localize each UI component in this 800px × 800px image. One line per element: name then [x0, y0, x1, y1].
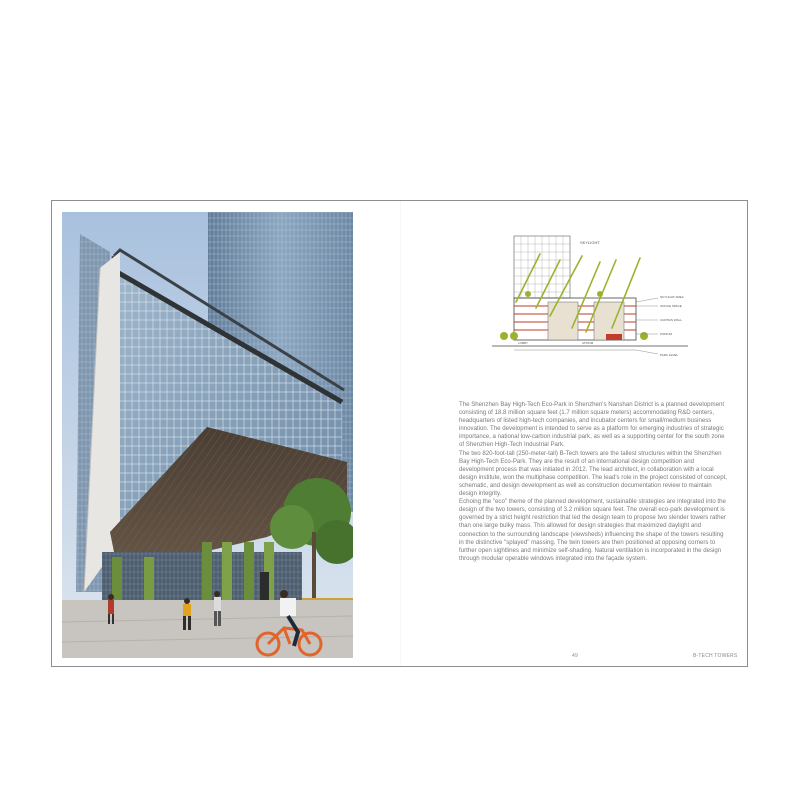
- article-paragraph: Echoing the "eco" theme of the planned development, sustainable strategies are integrated into the design of the two towers, consisting of 3.2 million square feet. The overall eco-park development is governed by a strict height restriction that led the design team to propose two slender towers rather than one large bulky mass. This allowed for design strategies that maximized daylight and connection to the surrounding landscape (viewsheds) influencing the shape of the towers resulting in the distinctive "splayed" massing. The twin towers are then positioned at opposing corners to further open sightlines and minimize self-shading. Natural ventilation is incorporated in the design through modular operable windows integrated into the façade system.: [459, 498, 726, 562]
- sketch-label: OFFICE SPACE: [660, 304, 682, 308]
- article-body: [459, 401, 727, 563]
- sketch-label: PARK LEVEL: [660, 353, 679, 357]
- book-spread: [51, 200, 748, 667]
- sketch-label: CURTAIN WALL: [660, 318, 682, 322]
- sketch-label: SKYLIGHT: [580, 240, 600, 245]
- sketch-label: LOBBY: [518, 341, 529, 345]
- article-paragraph: The two 820-foot-tall (250-meter-tall) B-Tech towers are the tallest structures within the Shenzhen Bay High-Tech Eco-Park. They are the result of an international design competition and development process that was initiated in 2012. The lead architect, in collaboration with a local design institute, won the multiphase competition. The lead's role in the project consisted of concept, schematic, and design development as well as construction documentation review to maintain design integrity.: [459, 449, 727, 498]
- running-head: B-TECH TOWERS: [693, 653, 738, 659]
- article-paragraph: The Shenzhen Bay High-Tech Eco-Park in Shenzhen's Nanshan District is a planned development consisting of 18.8 million square feet (1.7 million square meters) accommodating R&D centers, headquarters of listed high-tech companies, and incubator centers for small/medium business innovation. The development is intended to serve as a platform for emerging industries of strategic importance, a national low-carbon industrial park, as well as a supporting center for the south zone of Shenzhen High-Tech Industrial Park.: [459, 401, 725, 449]
- sketch-label: SKYLIGHT AREA: [660, 295, 684, 299]
- sketch-label: PODIUM: [660, 332, 672, 336]
- section-sketch: [488, 232, 708, 372]
- page-number: 49: [572, 653, 578, 659]
- sketch-label: ATRIUM: [582, 341, 594, 345]
- page-gutter: [400, 201, 401, 666]
- building-photo: [62, 212, 353, 658]
